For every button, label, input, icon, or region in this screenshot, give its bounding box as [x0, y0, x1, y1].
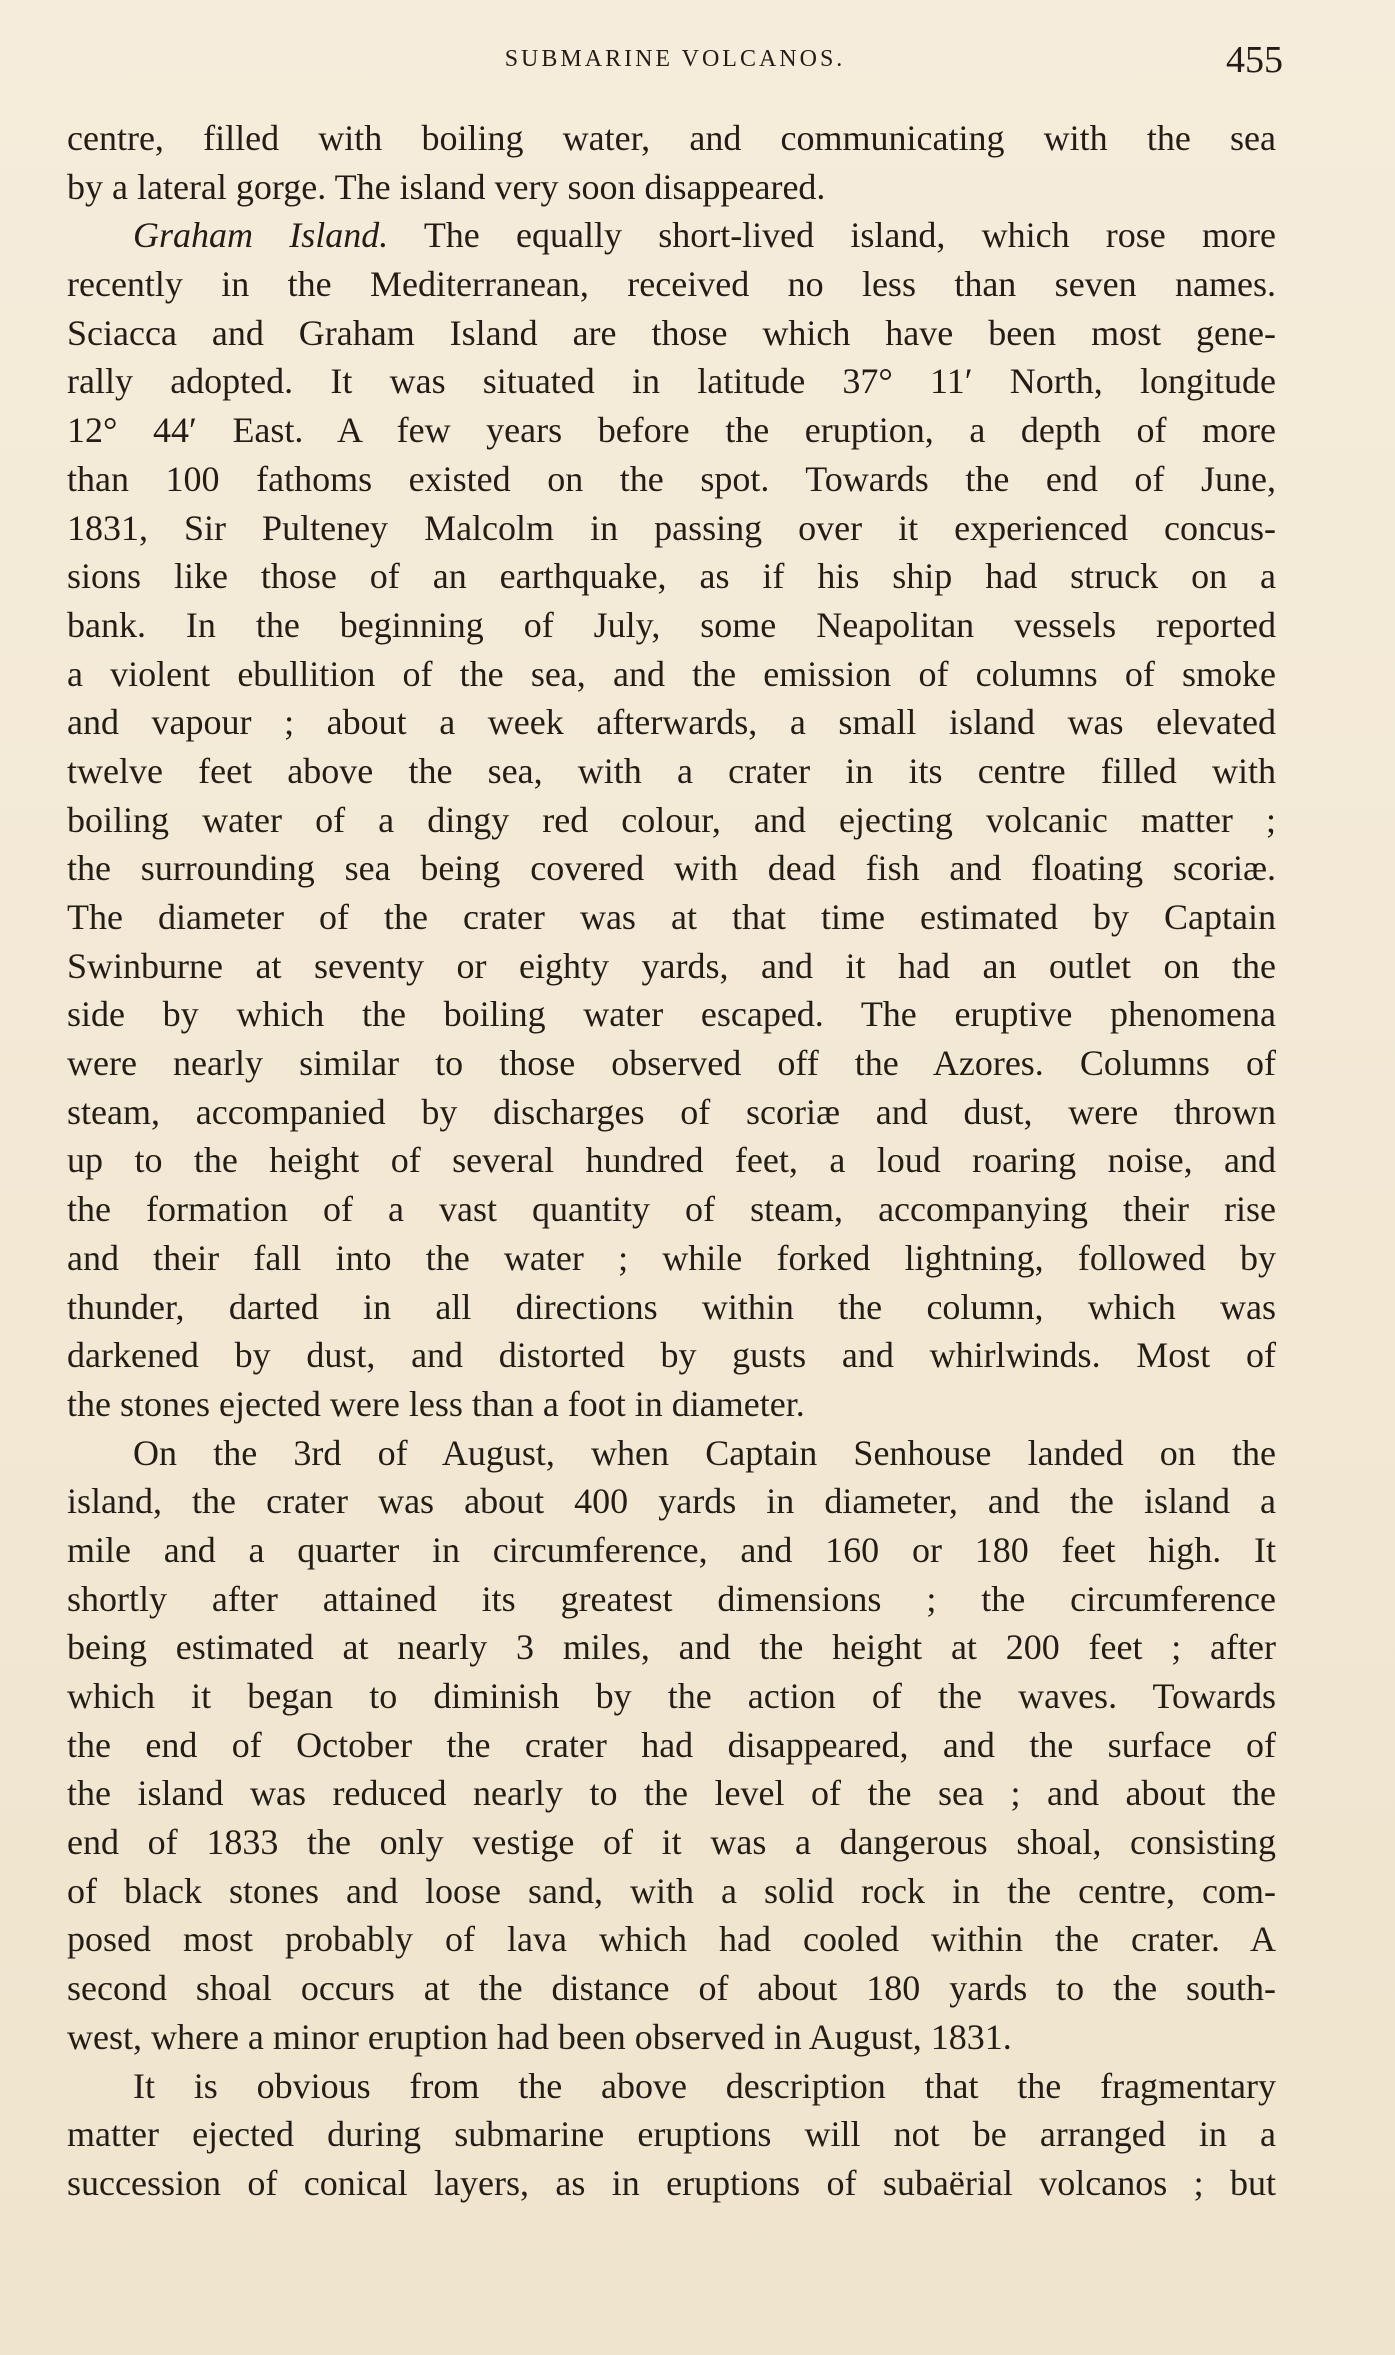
text-line: It is obvious from the above description that the fragmentary	[133, 2065, 1276, 2106]
text-line: than 100 fathoms existed on the spot. Towards the end of June,	[67, 458, 1276, 499]
text-line: the end of October the crater had disappeared, and the surface of	[67, 1724, 1276, 1765]
text-line: by a lateral gorge. The island very soon disappeared.	[67, 166, 826, 207]
text-line: of black stones and loose sand, with a solid rock in the centre, com-	[67, 1870, 1276, 1911]
text-line: end of 1833 the only vestige of it was a dangerous shoal, consisting	[67, 1822, 1276, 1863]
text-line: boiling water of a dingy red colour, and ejecting volcanic matter ;	[67, 799, 1276, 840]
running-head	[67, 38, 1283, 81]
text-line: second shoal occurs at the distance of about 180 yards to the south-	[67, 1968, 1276, 2009]
text-line: 1831, Sir Pulteney Malcolm in passing over it experienced concus-	[67, 507, 1276, 548]
text-line: a violent ebullition of the sea, and the emission of columns of smoke	[67, 653, 1276, 694]
text-line: the surrounding sea being covered with dead fish and floating scoriæ.	[67, 848, 1276, 889]
text-line: thunder, darted in all directions within the column, which was	[67, 1286, 1276, 1327]
text-line: recently in the Mediterranean, received no less than seven names.	[67, 264, 1276, 305]
text-line: succession of conical layers, as in eruptions of subaërial volcanos ; but	[67, 2162, 1276, 2203]
text-line: centre, filled with boiling water, and communicating with the sea	[67, 118, 1276, 158]
text-line: rally adopted. It was situated in latitude 37° 11′ North, longitude	[67, 361, 1276, 402]
text-line: and vapour ; about a week afterwards, a small island was elevated	[67, 702, 1276, 743]
text-line: being estimated at nearly 3 miles, and the height at 200 feet ; after	[67, 1627, 1276, 1668]
section-heading-graham-island: Graham Island.	[133, 215, 389, 256]
page-number: 455	[1226, 39, 1283, 81]
text-line: west, where a minor eruption had been observed in August, 1831.	[67, 2016, 1012, 2057]
text-line: sions like those of an earthquake, as if his ship had struck on a	[67, 556, 1276, 597]
text-line: twelve feet above the sea, with a crater in its centre filled with	[67, 750, 1276, 791]
text-line: shortly after attained its greatest dimensions ; the circumference	[67, 1578, 1276, 1619]
text-line: island, the crater was about 400 yards in diameter, and the island a	[67, 1481, 1276, 1522]
body-text	[67, 114, 1276, 2208]
text-line-with-heading	[67, 211, 1276, 260]
text-line: posed most probably of lava which had cooled within the crater. A	[67, 1919, 1276, 1960]
text-line: steam, accompanied by discharges of scoriæ and dust, were thrown	[67, 1091, 1276, 1132]
text-line: Swinburne at seventy or eighty yards, and it had an outlet on the	[67, 945, 1276, 986]
text-line: bank. In the beginning of July, some Neapolitan vessels reported	[67, 604, 1276, 645]
text-line: Sciacca and Graham Island are those which have been most gene-	[67, 312, 1276, 353]
text-line: side by which the boiling water escaped. The eruptive phenomena	[67, 994, 1276, 1035]
text-line: up to the height of several hundred feet, a loud roaring noise, and	[67, 1140, 1276, 1181]
text-line: the island was reduced nearly to the level of the sea ; and about the	[67, 1773, 1276, 1814]
text-line-remainder: The equally short-lived island, which rose more	[423, 215, 1276, 256]
text-line: On the 3rd of August, when Captain Senhouse landed on the	[133, 1432, 1276, 1473]
text-line: matter ejected during submarine eruptions will not be arranged in a	[67, 2114, 1276, 2155]
text-line: mile and a quarter in circumference, and 160 or 180 feet high. It	[67, 1529, 1276, 1570]
text-line: were nearly similar to those observed off the Azores. Columns of	[67, 1043, 1276, 1084]
running-title: SUBMARINE VOLCANOS.	[504, 46, 846, 72]
text-line: the formation of a vast quantity of steam, accompanying their rise	[67, 1189, 1276, 1230]
text-line: and their fall into the water ; while forked lightning, followed by	[67, 1237, 1276, 1278]
text-line: the stones ejected were less than a foot in diameter.	[67, 1383, 805, 1424]
text-line: The diameter of the crater was at that time estimated by Captain	[67, 897, 1276, 937]
text-line: which it began to diminish by the action of the waves. Towards	[67, 1676, 1276, 1716]
text-line: darkened by dust, and distorted by gusts and whirlwinds. Most of	[67, 1335, 1276, 1376]
text-line: 12° 44′ East. A few years before the eruption, a depth of more	[67, 410, 1276, 451]
